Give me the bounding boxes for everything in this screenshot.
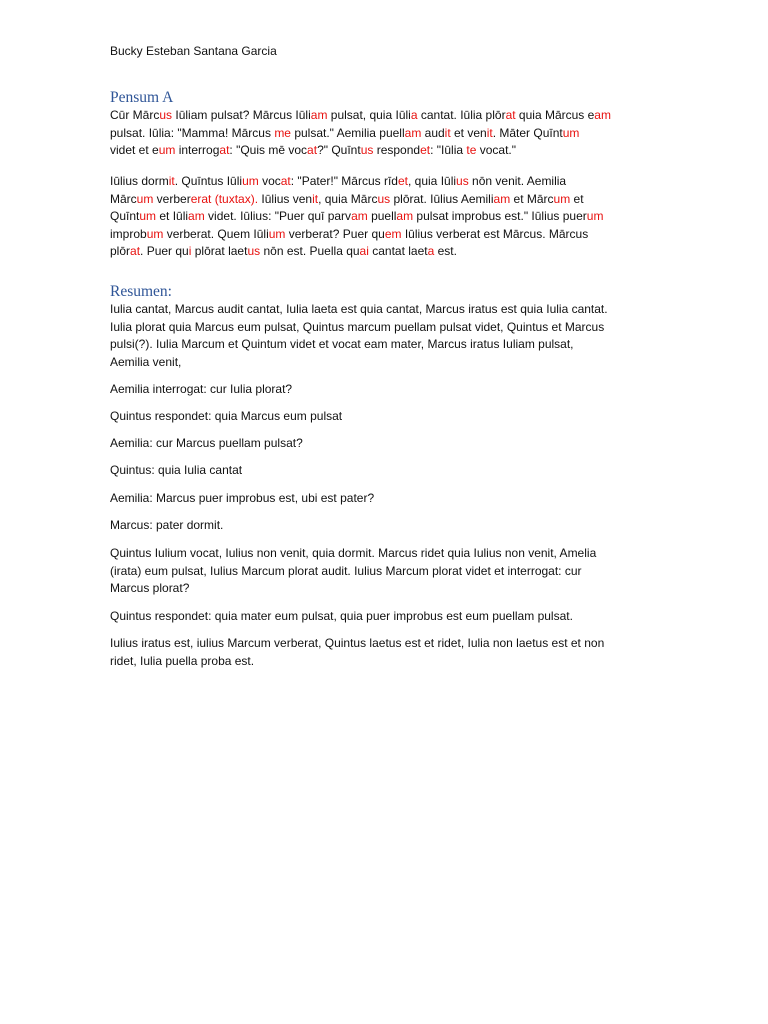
text-line bbox=[110, 142, 660, 160]
highlighted-ending: us bbox=[456, 174, 469, 188]
text-segment: pulsat improbus est." Iūlius puer bbox=[413, 209, 587, 223]
text-segment: : "Quis mē voc bbox=[229, 143, 308, 157]
highlighted-ending: it bbox=[444, 125, 451, 140]
text-segment: pulsat, quia Iūli bbox=[327, 108, 411, 122]
text-segment: nōn est. Puella qu bbox=[260, 244, 360, 258]
text-segment: est. bbox=[434, 244, 457, 258]
text-segment: puell bbox=[367, 209, 397, 223]
highlighted-ending: at bbox=[130, 244, 141, 258]
text-segment: verberat? Puer qu bbox=[285, 226, 385, 241]
text-line bbox=[110, 173, 660, 191]
text-segment: Iūlius dorm bbox=[110, 174, 169, 188]
text-segment: nōn venit. Aemilia bbox=[468, 174, 567, 188]
text-segment: quia Mārcus e bbox=[515, 108, 595, 122]
highlighted-ending: te bbox=[466, 143, 477, 157]
highlighted-ending: um bbox=[139, 209, 157, 223]
highlighted-ending: a bbox=[410, 108, 418, 122]
resumen-paragraph-3 bbox=[110, 635, 660, 670]
highlighted-ending: it bbox=[312, 191, 319, 206]
highlighted-ending: at bbox=[307, 143, 318, 157]
text-segment: verber bbox=[153, 191, 191, 206]
text-segment: respond bbox=[373, 143, 421, 157]
highlighted-ending: am bbox=[404, 125, 422, 140]
highlighted-ending: ai bbox=[359, 244, 369, 258]
highlighted-ending: us bbox=[360, 143, 374, 157]
highlighted-ending: am bbox=[594, 108, 611, 122]
highlighted-ending: am bbox=[188, 209, 205, 223]
text-line: Iulia plorat quia Marcus eum pulsat, Quintus marcum puellam pulsat videt, Quintus et Marcus bbox=[110, 319, 605, 334]
text-segment: Iūliam pulsat? Mārcus Iūli bbox=[172, 108, 311, 122]
text-line bbox=[110, 191, 660, 209]
highlighted-ending: us bbox=[377, 191, 391, 206]
resumen-line: Quintus: quia Iulia cantat bbox=[110, 463, 243, 477]
highlighted-ending: um bbox=[242, 174, 259, 188]
text-line: ridet, Iulia puella proba est. bbox=[110, 653, 255, 668]
text-segment: verberat. Quem Iūli bbox=[163, 226, 269, 241]
text-segment: ?" Quīnt bbox=[317, 143, 361, 157]
text-segment: : "Pater!" Mārcus rīd bbox=[290, 174, 398, 188]
text-line bbox=[110, 107, 660, 125]
text-segment: , quia Mārc bbox=[318, 191, 378, 206]
text-line bbox=[110, 208, 660, 226]
resumen-line: Aemilia: cur Marcus puellam pulsat? bbox=[110, 436, 303, 450]
highlighted-ending: um bbox=[136, 191, 154, 206]
highlighted-ending: um bbox=[268, 226, 286, 241]
highlighted-ending: it bbox=[168, 174, 175, 188]
highlighted-ending: em bbox=[384, 226, 402, 241]
highlighted-ending: um bbox=[553, 191, 571, 206]
highlighted-ending: us bbox=[159, 108, 173, 122]
highlighted-ending: me bbox=[274, 125, 291, 140]
text-segment: plōrat. Iūlius Aemili bbox=[390, 191, 494, 206]
highlighted-ending: et bbox=[420, 143, 431, 157]
text-segment: Cūr Mārc bbox=[110, 108, 160, 122]
resumen-paragraph-1 bbox=[110, 301, 660, 371]
text-line: Marcus plorat? bbox=[110, 581, 190, 595]
resumen-line: Quintus respondet: quia Marcus eum pulsat bbox=[110, 409, 343, 423]
text-line: Iulius iratus est, iulius Marcum verberat, Quintus laetus est et ridet, Iulia non laetus est et non bbox=[110, 636, 605, 650]
pensum-paragraph-2 bbox=[110, 173, 660, 261]
text-segment: : "Iūlia bbox=[430, 143, 467, 157]
author-name: Bucky Esteban Santana Garcia bbox=[110, 44, 277, 58]
pensum-paragraph-1 bbox=[110, 107, 660, 160]
highlighted-ending: at bbox=[219, 143, 230, 157]
text-segment: vocat." bbox=[476, 143, 516, 157]
highlighted-ending: at bbox=[280, 174, 291, 188]
highlighted-ending: am bbox=[493, 191, 511, 206]
highlighted-ending: at bbox=[505, 108, 516, 122]
text-segment: , quia Iūli bbox=[408, 174, 457, 188]
text-line: Iulia cantat, Marcus audit cantat, Iulia laeta est quia cantat, Marcus iratus est quia Iulia cantat. bbox=[110, 302, 608, 316]
text-line: pulsi(?). Iulia Marcum et Quintum videt et vocat eam mater, Marcus iratus Iuliam pulsat, bbox=[110, 337, 574, 351]
text-segment: pulsat." Aemilia puell bbox=[290, 125, 405, 140]
text-segment: improb bbox=[110, 226, 147, 241]
resumen-line: Marcus: pater dormit. bbox=[110, 518, 224, 532]
text-segment: voc bbox=[258, 174, 281, 188]
text-line bbox=[110, 125, 660, 143]
highlighted-ending: um bbox=[146, 226, 164, 241]
text-segment: . Quīntus Iūli bbox=[174, 174, 243, 188]
text-segment: plōr bbox=[110, 244, 131, 258]
text-line bbox=[110, 243, 660, 261]
text-segment: aud bbox=[421, 125, 445, 140]
text-segment: plōrat laet bbox=[191, 244, 248, 258]
highlighted-ending: um bbox=[586, 209, 604, 223]
text-segment: cantat. Iūlia plōr bbox=[417, 108, 506, 122]
text-segment: et ven bbox=[450, 125, 487, 140]
text-segment: et Iūli bbox=[156, 209, 189, 223]
highlighted-ending: a bbox=[427, 244, 435, 258]
highlighted-ending: am bbox=[396, 209, 414, 223]
text-line: Aemilia venit, bbox=[110, 354, 182, 369]
text-segment: et Mārc bbox=[510, 191, 554, 206]
highlighted-ending: i bbox=[188, 244, 192, 258]
highlighted-ending: am bbox=[310, 108, 328, 122]
pensum-heading: Pensum A bbox=[110, 89, 174, 106]
highlighted-ending: um bbox=[562, 125, 580, 140]
text-segment: . Māter Quīnt bbox=[492, 125, 563, 140]
highlighted-ending: um bbox=[158, 143, 176, 157]
highlighted-ending: am bbox=[351, 209, 368, 223]
text-segment: interrog bbox=[175, 143, 220, 157]
highlighted-ending: it bbox=[486, 125, 493, 140]
text-line: (irata) eum pulsat, Iulius Marcum plorat audit. Iulius Marcum plorat videt et interrogat: cur bbox=[110, 563, 582, 578]
resumen-line: Aemilia: Marcus puer improbus est, ubi est pater? bbox=[110, 491, 375, 505]
highlighted-ending: erat (tuxtax). bbox=[190, 191, 259, 206]
text-segment: Mārc bbox=[110, 191, 137, 206]
highlighted-ending: us bbox=[247, 244, 261, 258]
text-segment: cantat laet bbox=[368, 244, 428, 258]
resumen-line: Quintus respondet: quia mater eum pulsat, quia puer improbus est eum puellam pulsat. bbox=[110, 609, 573, 623]
text-segment: Quīnt bbox=[110, 209, 140, 223]
resumen-line: Aemilia interrogat: cur Iulia plorat? bbox=[110, 382, 293, 396]
text-segment: Iūlius ven bbox=[258, 191, 313, 206]
text-segment: videt. Iūlius: "Puer quī parv bbox=[204, 209, 352, 223]
text-segment: videt et e bbox=[110, 143, 159, 157]
text-segment: . Puer qu bbox=[140, 244, 189, 258]
text-segment: Iūlius verberat est Mārcus. Mārcus bbox=[401, 226, 589, 241]
text-line: Quintus Iulium vocat, Iulius non venit, quia dormit. Marcus ridet quia Iulius non venit, Amelia bbox=[110, 546, 597, 560]
resumen-paragraph-2 bbox=[110, 545, 660, 598]
text-line bbox=[110, 226, 660, 244]
highlighted-ending: et bbox=[397, 174, 408, 188]
resumen-heading: Resumen: bbox=[110, 283, 172, 300]
text-segment: et bbox=[570, 191, 584, 206]
text-segment: pulsat. Iūlia: "Mamma! Mārcus bbox=[110, 125, 275, 140]
